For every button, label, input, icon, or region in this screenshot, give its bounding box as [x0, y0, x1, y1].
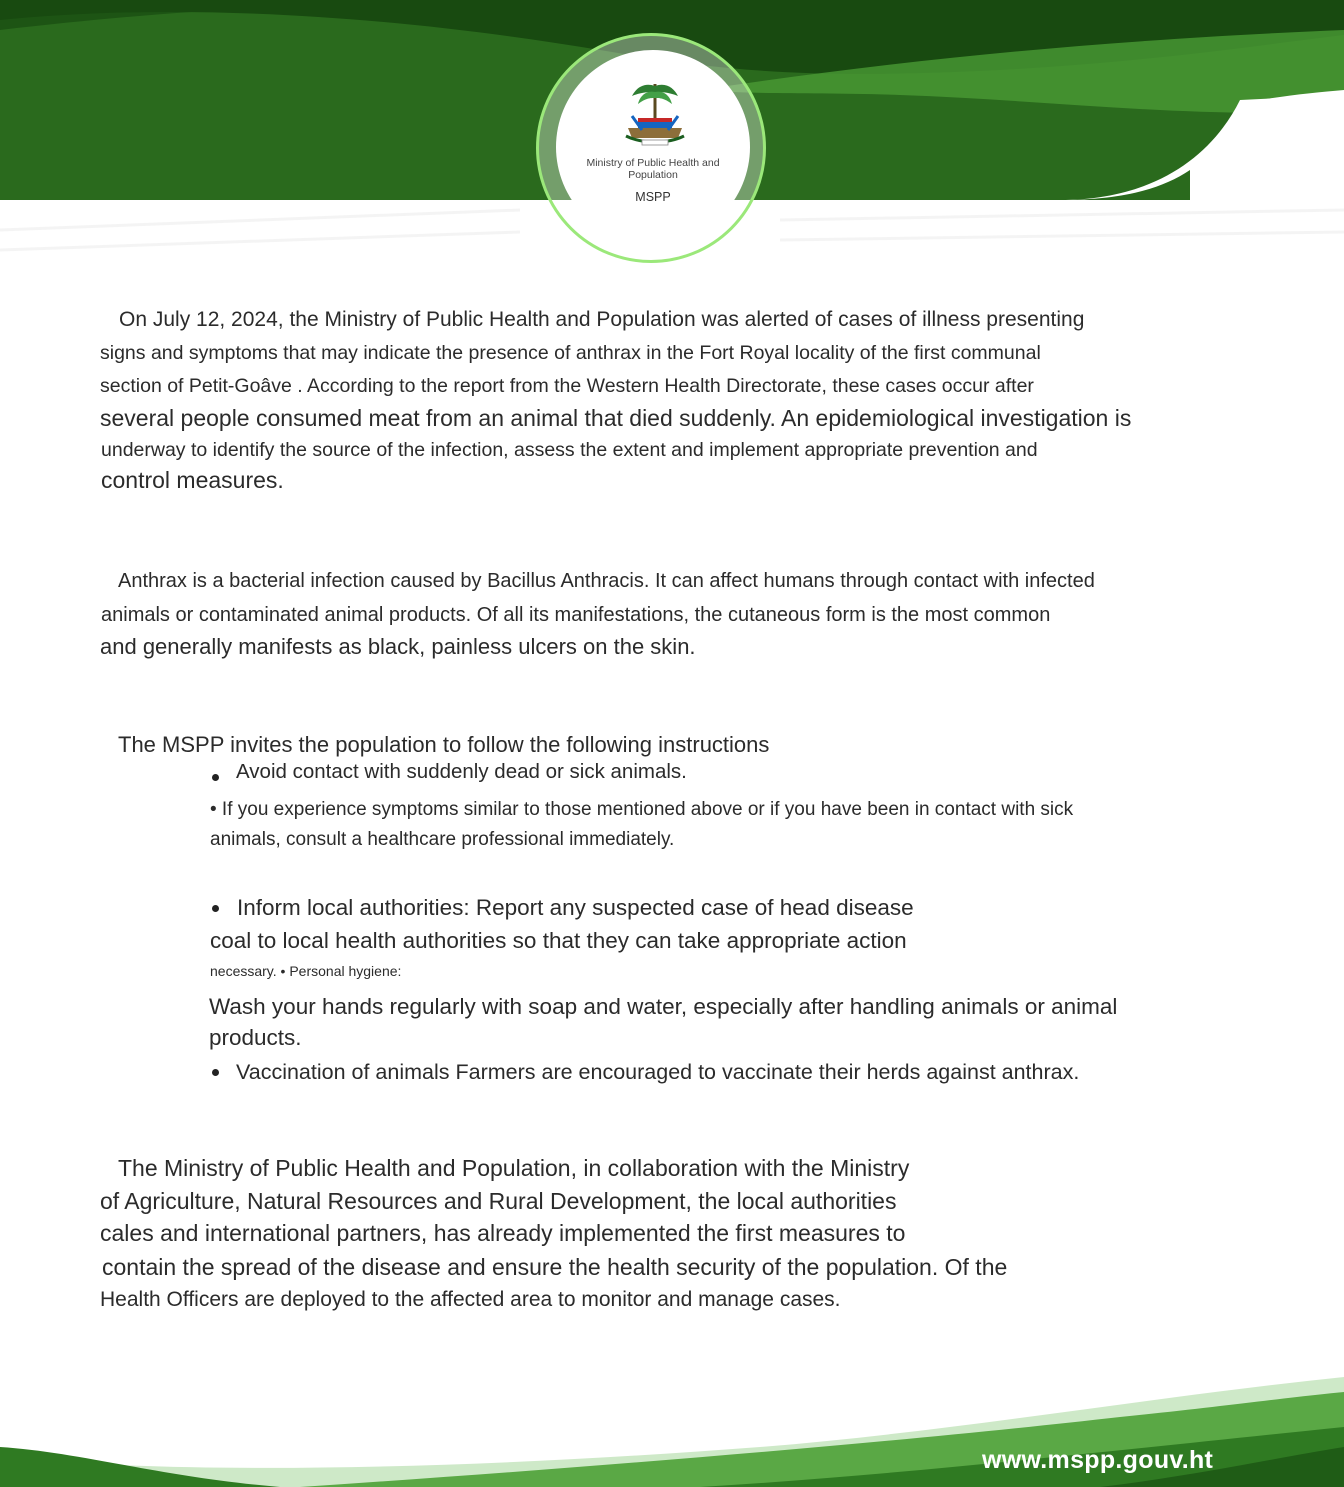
- intro-line: several people consumed meat from an animal that died suddenly. An epidemiological investigation is: [100, 405, 1132, 431]
- anthrax-line: animals or contaminated animal products. Of all its manifestations, the cutaneous form is the most common: [101, 604, 1051, 626]
- intro-line: control measures.: [101, 467, 284, 493]
- instructions-heading: The MSPP invites the population to follow the following instructions: [118, 732, 770, 757]
- closing-line: of Agriculture, Natural Resources and Rural Development, the local authorities: [100, 1188, 897, 1214]
- ministry-abbreviation: MSPP: [635, 190, 671, 204]
- ministry-logo-badge: [536, 33, 766, 263]
- closing-line: The Ministry of Public Health and Population, in collaboration with the Ministry: [118, 1155, 910, 1181]
- instruction-item: Avoid contact with suddenly dead or sick animals.: [236, 760, 687, 783]
- website-link[interactable]: www.mspp.gouv.ht: [982, 1446, 1214, 1474]
- instruction-item: necessary. • Personal hygiene:: [210, 963, 402, 979]
- intro-line: section of Petit-Goâve . According to the report from the Western Health Directorate, these cases occur after: [100, 375, 1034, 397]
- anthrax-line: Anthrax is a bacterial infection caused by Bacillus Anthracis. It can affect humans through contact with infected: [118, 570, 1095, 592]
- coat-of-arms-icon: [622, 78, 688, 150]
- instruction-item: Inform local authorities: Report any suspected case of head disease: [237, 895, 914, 920]
- bullet-icon: [212, 905, 219, 912]
- instruction-item: • If you experience symptoms similar to those mentioned above or if you have been in contact with sick: [210, 799, 1074, 820]
- instruction-item: coal to local health authorities so that they can take appropriate action: [210, 928, 907, 953]
- ministry-name: Ministry of Public Health and Population: [586, 157, 720, 181]
- bullet-icon: [212, 1069, 219, 1076]
- closing-line: cales and international partners, has already implemented the first measures to: [100, 1220, 906, 1246]
- logo-inner-circle: [556, 50, 750, 244]
- instruction-item: animals, consult a healthcare professional immediately.: [210, 829, 675, 850]
- intro-line: signs and symptoms that may indicate the presence of anthrax in the Fort Royal locality of the first communal: [100, 342, 1041, 364]
- closing-line: contain the spread of the disease and ensure the health security of the population. Of the: [102, 1254, 1008, 1280]
- bullet-icon: [212, 774, 219, 781]
- instruction-item: Wash your hands regularly with soap and water, especially after handling animals or animal: [209, 994, 1118, 1019]
- instruction-item: products.: [209, 1025, 302, 1050]
- closing-line: Health Officers are deployed to the affected area to monitor and manage cases.: [100, 1288, 841, 1311]
- anthrax-line: and generally manifests as black, painless ulcers on the skin.: [100, 634, 696, 659]
- instruction-item: Vaccination of animals Farmers are encouraged to vaccinate their herds against anthrax.: [236, 1060, 1080, 1084]
- intro-line: On July 12, 2024, the Ministry of Public Health and Population was alerted of cases of illness presenting: [119, 308, 1085, 331]
- intro-line: underway to identify the source of the infection, assess the extent and implement appropriate prevention and: [101, 439, 1038, 461]
